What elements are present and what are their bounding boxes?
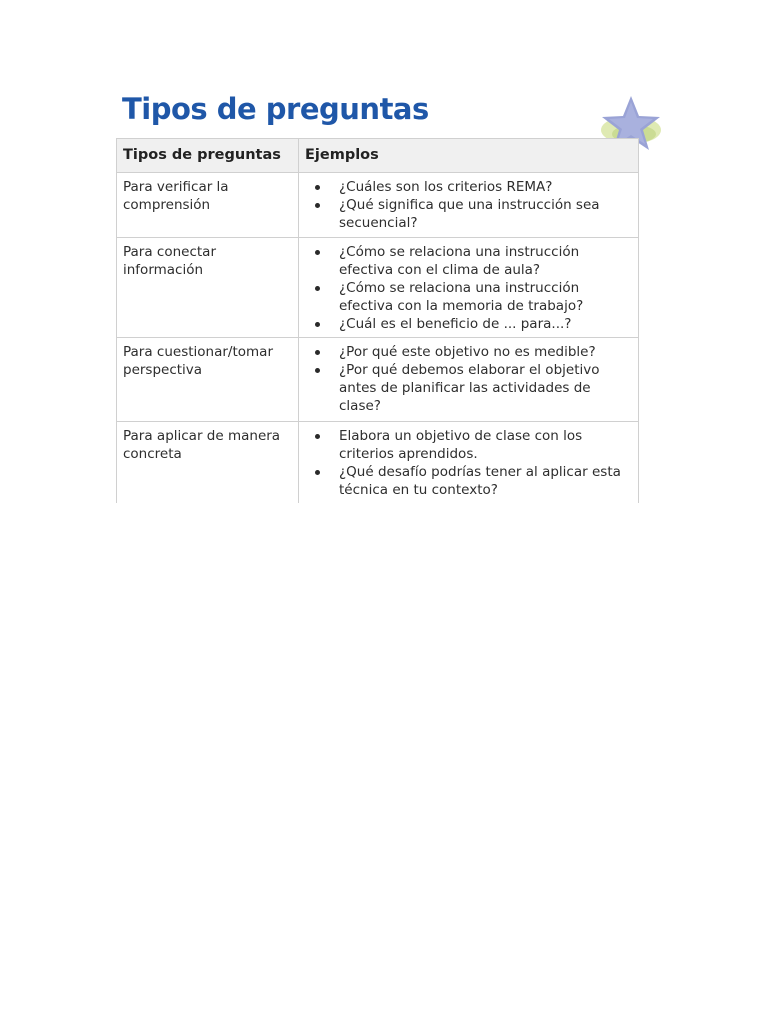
list-item <box>305 463 632 499</box>
column-header-examples: Ejemplos <box>299 139 639 173</box>
example-text: Elabora un objetivo de clase con los criterios aprendidos. <box>339 428 583 462</box>
question-type-cell: Para verificar la comprensión <box>117 173 299 238</box>
bullet-icon <box>315 434 320 439</box>
table-row <box>117 173 639 238</box>
list-item <box>305 427 632 463</box>
examples-list <box>305 427 632 499</box>
examples-cell <box>299 238 639 338</box>
examples-cell <box>299 338 639 422</box>
example-text: ¿Cómo se relaciona una instrucción efectiva con la memoria de trabajo? <box>339 280 584 314</box>
bullet-icon <box>315 368 320 373</box>
list-item <box>305 243 632 279</box>
example-text: ¿Cuál es el beneficio de ... para...? <box>339 316 572 332</box>
bullet-icon <box>315 203 320 208</box>
examples-list <box>305 343 632 415</box>
example-text: ¿Qué desafío podrías tener al aplicar esta técnica en tu contexto? <box>339 464 621 498</box>
bullet-icon <box>315 470 320 475</box>
list-item <box>305 361 632 415</box>
bullet-icon <box>315 286 320 291</box>
slide <box>116 88 664 502</box>
bullet-icon <box>315 350 320 355</box>
examples-cell <box>299 173 639 238</box>
list-item <box>305 343 632 361</box>
question-types-table <box>116 138 639 503</box>
bullet-icon <box>315 250 320 255</box>
bullet-icon <box>315 322 320 327</box>
bullet-icon <box>315 185 320 190</box>
table-row <box>117 338 639 422</box>
table-row <box>117 422 639 504</box>
list-item <box>305 178 632 196</box>
example-text: ¿Cómo se relaciona una instrucción efectiva con el clima de aula? <box>339 244 580 278</box>
example-text: ¿Por qué debemos elaborar el objetivo antes de planificar las actividades de clase? <box>339 362 600 414</box>
example-text: ¿Cuáles son los criterios REMA? <box>339 179 553 195</box>
table-row <box>117 238 639 338</box>
question-type-cell: Para aplicar de manera concreta <box>117 422 299 504</box>
question-type-cell: Para conectar información <box>117 238 299 338</box>
question-type-cell: Para cuestionar/tomar perspectiva <box>117 338 299 422</box>
list-item <box>305 196 632 232</box>
examples-cell <box>299 422 639 504</box>
examples-list <box>305 178 632 232</box>
list-item <box>305 279 632 315</box>
example-text: ¿Por qué este objetivo no es medible? <box>339 344 596 360</box>
list-item <box>305 315 632 333</box>
table-header-row <box>117 139 639 173</box>
example-text: ¿Qué significa que una instrucción sea secuencial? <box>339 197 600 231</box>
column-header-types: Tipos de preguntas <box>117 139 299 173</box>
slide-title: Tipos de preguntas <box>122 92 429 126</box>
examples-list <box>305 243 632 333</box>
